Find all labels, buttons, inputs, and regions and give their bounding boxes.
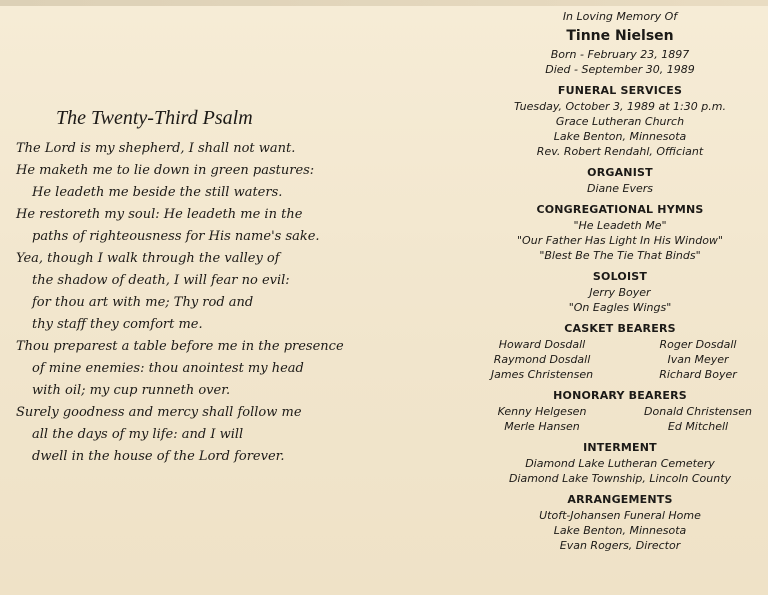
bearer-row: [470, 337, 768, 352]
bearer-name: Raymond Dosdall: [493, 353, 591, 366]
section-line: "He Leadeth Me": [573, 219, 667, 232]
section-line: "Our Father Has Light In His Window": [517, 234, 723, 247]
bearer-name: Ivan Meyer: [667, 353, 729, 366]
honorary-bearers-section: [470, 388, 768, 434]
bearer-name: Merle Hansen: [504, 420, 580, 433]
top-edge: [0, 0, 768, 6]
section-title: CONGREGATIONAL HYMNS: [536, 203, 704, 216]
program-section: [470, 202, 768, 263]
psalm-line: Thou preparest a table before me in the presence: [16, 339, 344, 354]
section-line: "On Eagles Wings": [568, 301, 672, 314]
psalm-line: all the days of my life: and I will: [32, 427, 244, 442]
honorary-bearers-list: [470, 404, 768, 434]
casket-bearers-list: [470, 337, 768, 382]
casket-bearers-section: [470, 321, 768, 382]
psalm-line: He leadeth me beside the still waters.: [32, 185, 283, 200]
bearer-row: [470, 419, 768, 434]
psalm-line: thy staff they comfort me.: [32, 317, 203, 332]
section-title: INTERMENT: [583, 441, 657, 454]
section-line: Rev. Robert Rendahl, Officiant: [536, 145, 704, 158]
program-panel: [470, 8, 768, 553]
died-date: Died - September 30, 1989: [545, 63, 695, 76]
bearer-name: Roger Dosdall: [659, 338, 737, 351]
section-title: SOLOIST: [592, 270, 648, 283]
psalm-line: He maketh me to lie down in green pastures:: [16, 163, 315, 178]
section-line: Diane Evers: [587, 182, 653, 195]
psalm-line: of mine enemies: thou anointest my head: [32, 361, 304, 376]
psalm-title: The Twenty-Third Psalm: [56, 107, 253, 129]
memory-heading: In Loving Memory Of: [562, 10, 678, 23]
bearer-name: James Christensen: [490, 368, 594, 381]
section-title: ORGANIST: [587, 166, 653, 179]
psalm-panel: [16, 104, 366, 468]
program-section: [470, 165, 768, 196]
section-title: CASKET BEARERS: [564, 322, 676, 335]
section-title: FUNERAL SERVICES: [557, 84, 683, 97]
psalm-line: He restoreth my soul: He leadeth me in the: [16, 207, 303, 222]
bearer-name: Donald Christensen: [644, 405, 752, 418]
bearer-name: Kenny Helgesen: [497, 405, 587, 418]
psalm-line: dwell in the house of the Lord forever.: [32, 449, 285, 464]
psalm-line: paths of righteousness for His name's sake.: [32, 229, 320, 244]
section-line: Jerry Boyer: [589, 286, 651, 299]
section-line: "Blest Be The Tie That Binds": [539, 249, 701, 262]
bearer-name: Ed Mitchell: [667, 420, 729, 433]
psalm-line: Surely goodness and mercy shall follow me: [16, 405, 302, 420]
interment-section: [470, 440, 768, 486]
psalm-text: [16, 138, 366, 468]
psalm-line: The Lord is my shepherd, I shall not want.: [16, 141, 296, 156]
section-title: HONORARY BEARERS: [553, 389, 687, 402]
bearer-row: [470, 367, 768, 382]
born-date: Born - February 23, 1897: [550, 48, 690, 61]
psalm-line: with oil; my cup runneth over.: [32, 383, 231, 398]
section-line: Grace Lutheran Church: [555, 115, 685, 128]
program-section: [470, 269, 768, 315]
interment-line: Diamond Lake Lutheran Cemetery: [525, 457, 715, 470]
arrangements-section: [470, 492, 768, 553]
arrangements-line: Utoft-Johansen Funeral Home: [539, 509, 701, 522]
section-title: ARRANGEMENTS: [567, 493, 673, 506]
psalm-line: for thou art with me; Thy rod and: [32, 295, 254, 310]
bearer-name: Howard Dosdall: [498, 338, 586, 351]
bearer-row: [470, 404, 768, 419]
program-sections: [470, 83, 768, 315]
section-line: Lake Benton, Minnesota: [553, 130, 687, 143]
psalm-line: the shadow of death, I will fear no evil:: [32, 273, 290, 288]
bearer-row: [470, 352, 768, 367]
deceased-name: Tinne Nielsen: [566, 28, 674, 44]
arrangements-line: Evan Rogers, Director: [559, 539, 681, 552]
interment-line: Diamond Lake Township, Lincoln County: [508, 472, 732, 485]
arrangements-line: Lake Benton, Minnesota: [553, 524, 687, 537]
section-line: Tuesday, October 3, 1989 at 1:30 p.m.: [514, 100, 726, 113]
psalm-line: Yea, though I walk through the valley of: [16, 251, 280, 266]
program-section: [470, 83, 768, 159]
bearer-name: Richard Boyer: [659, 368, 737, 381]
